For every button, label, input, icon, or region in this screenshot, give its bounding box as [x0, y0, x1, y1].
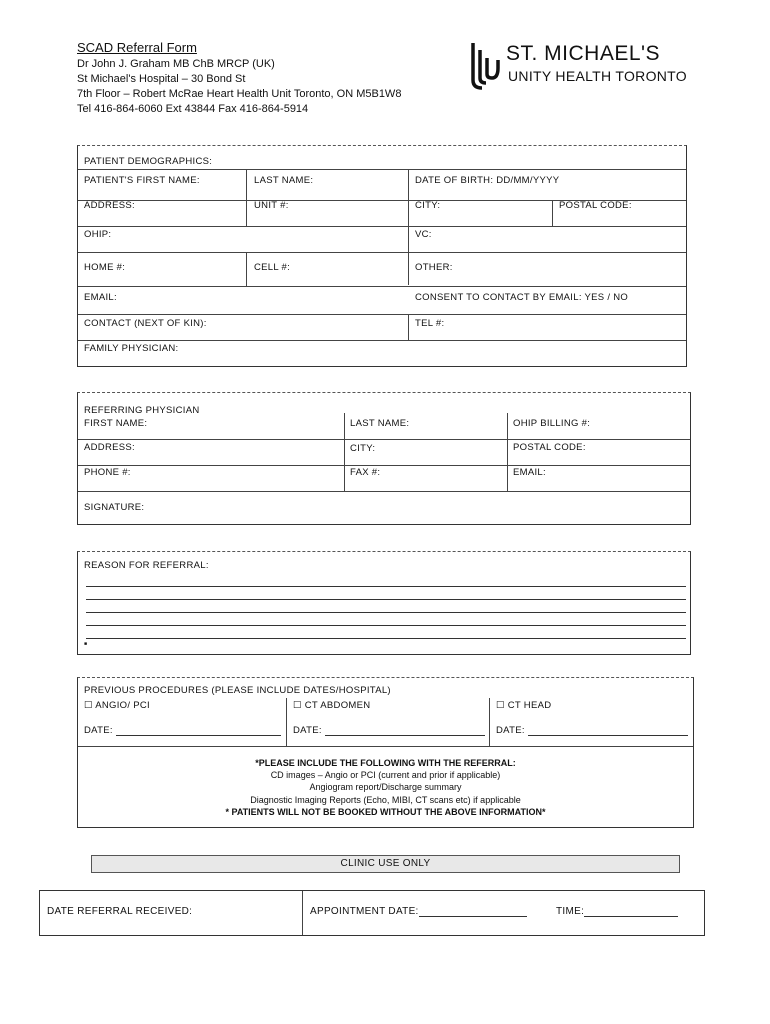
notes-line-3: Angiogram report/Discharge summary: [309, 782, 462, 792]
kin-tel-field[interactable]: TEL #:: [415, 318, 445, 329]
time-label: TIME:: [556, 906, 585, 917]
logo-text-sub: UNITY HEALTH TORONTO: [508, 68, 687, 84]
clinic-use-label: CLINIC USE ONLY: [340, 858, 431, 869]
time-field[interactable]: [556, 906, 678, 917]
patient-email-field[interactable]: EMAIL:: [84, 292, 117, 303]
ct-abdomen-date-field[interactable]: [293, 725, 485, 736]
ref-fax-field[interactable]: FAX #:: [350, 467, 381, 478]
ref-postal-code-field[interactable]: POSTAL CODE:: [513, 442, 586, 453]
ref-address-field[interactable]: ADDRESS:: [84, 442, 135, 453]
procedures-heading: PREVIOUS PROCEDURES (PLEASE INCLUDE DATES/HOSPITAL): [84, 685, 391, 696]
notes-warning: * PATIENTS WILL NOT BE BOOKED WITHOUT THE ABOVE INFORMATION*: [225, 807, 546, 817]
ct-head-date-label: DATE:: [496, 725, 525, 736]
patient-city-field[interactable]: CITY:: [415, 200, 441, 211]
appointment-date-field[interactable]: [310, 906, 527, 917]
doctor-name: Dr John J. Graham MB ChB MRCP (UK): [77, 58, 275, 70]
other-phone-field[interactable]: OTHER:: [415, 262, 453, 273]
patient-address-field[interactable]: ADDRESS:: [84, 200, 135, 211]
demographics-heading: PATIENT DEMOGRAPHICS:: [84, 156, 213, 167]
logo-text-main: ST. MICHAEL'S: [506, 42, 661, 65]
ref-last-name-field[interactable]: LAST NAME:: [350, 418, 410, 429]
clinic-use-banner: [91, 855, 680, 873]
patient-postal-code-field[interactable]: POSTAL CODE:: [559, 200, 632, 211]
patient-first-name-field[interactable]: PATIENT'S FIRST NAME:: [84, 175, 200, 186]
hospital-logo: [470, 38, 700, 93]
reason-bullet: ■: [84, 641, 88, 647]
procedures-notes: [78, 757, 693, 818]
hospital-address: St Michael's Hospital – 30 Bond St: [77, 73, 246, 85]
clinic-use-section: [39, 890, 705, 936]
patient-demographics-section: [77, 145, 687, 367]
ct-head-checkbox[interactable]: ☐ CT HEAD: [496, 700, 552, 711]
home-phone-field[interactable]: HOME #:: [84, 262, 126, 273]
reason-section: [77, 551, 691, 655]
ref-phone-field[interactable]: PHONE #:: [84, 467, 131, 478]
procedures-section: [77, 677, 694, 828]
cell-phone-field[interactable]: CELL #:: [254, 262, 291, 273]
ct-abdomen-date-label: DATE:: [293, 725, 322, 736]
date-referral-received-field[interactable]: DATE REFERRAL RECEIVED:: [47, 906, 193, 917]
email-consent-field[interactable]: CONSENT TO CONTACT BY EMAIL: YES / NO: [415, 292, 629, 303]
ref-first-name-field[interactable]: FIRST NAME:: [84, 418, 148, 429]
notes-line-1: *PLEASE INCLUDE THE FOLLOWING WITH THE REFERRAL:: [255, 758, 516, 768]
referring-physician-section: [77, 392, 691, 525]
date-of-birth-field[interactable]: DATE OF BIRTH: DD/MM/YYYY: [415, 175, 560, 186]
form-title: SCAD Referral Form: [77, 40, 197, 55]
family-physician-field[interactable]: FAMILY PHYSICIAN:: [84, 343, 179, 354]
vc-field[interactable]: VC:: [415, 229, 432, 240]
ct-abdomen-checkbox[interactable]: ☐ CT ABDOMEN: [293, 700, 371, 711]
angio-pci-checkbox[interactable]: ☐ ANGIO/ PCI: [84, 700, 150, 711]
patient-last-name-field[interactable]: LAST NAME:: [254, 175, 314, 186]
ohip-field[interactable]: OHIP:: [84, 229, 112, 240]
appointment-date-label: APPOINTMENT DATE:: [310, 906, 419, 917]
ref-city-field[interactable]: CITY:: [350, 443, 376, 454]
angio-date-label: DATE:: [84, 725, 113, 736]
notes-line-2: CD images – Angio or PCI (current and prior if applicable): [270, 770, 501, 780]
contact-numbers: Tel 416-864-6060 Ext 43844 Fax 416-864-5914: [77, 103, 309, 115]
ref-email-field[interactable]: EMAIL:: [513, 467, 546, 478]
logo-mark-icon: [470, 38, 502, 93]
notes-line-4: Diagnostic Imaging Reports (Echo, MIBI, CT scans etc) if applicable: [250, 795, 521, 805]
angio-date-field[interactable]: [84, 725, 281, 736]
ohip-billing-field[interactable]: OHIP BILLING #:: [513, 418, 591, 429]
referring-heading: REFERRING PHYSICIAN: [84, 405, 200, 416]
signature-field[interactable]: SIGNATURE:: [84, 502, 145, 513]
unit-address: 7th Floor – Robert McRae Heart Health Unit Toronto, ON M5B1W8: [77, 88, 402, 100]
reason-heading: REASON FOR REFERRAL:: [84, 560, 209, 571]
unit-field[interactable]: UNIT #:: [254, 200, 289, 211]
ct-head-date-field[interactable]: [496, 725, 688, 736]
next-of-kin-field[interactable]: CONTACT (NEXT OF KIN):: [84, 318, 207, 329]
